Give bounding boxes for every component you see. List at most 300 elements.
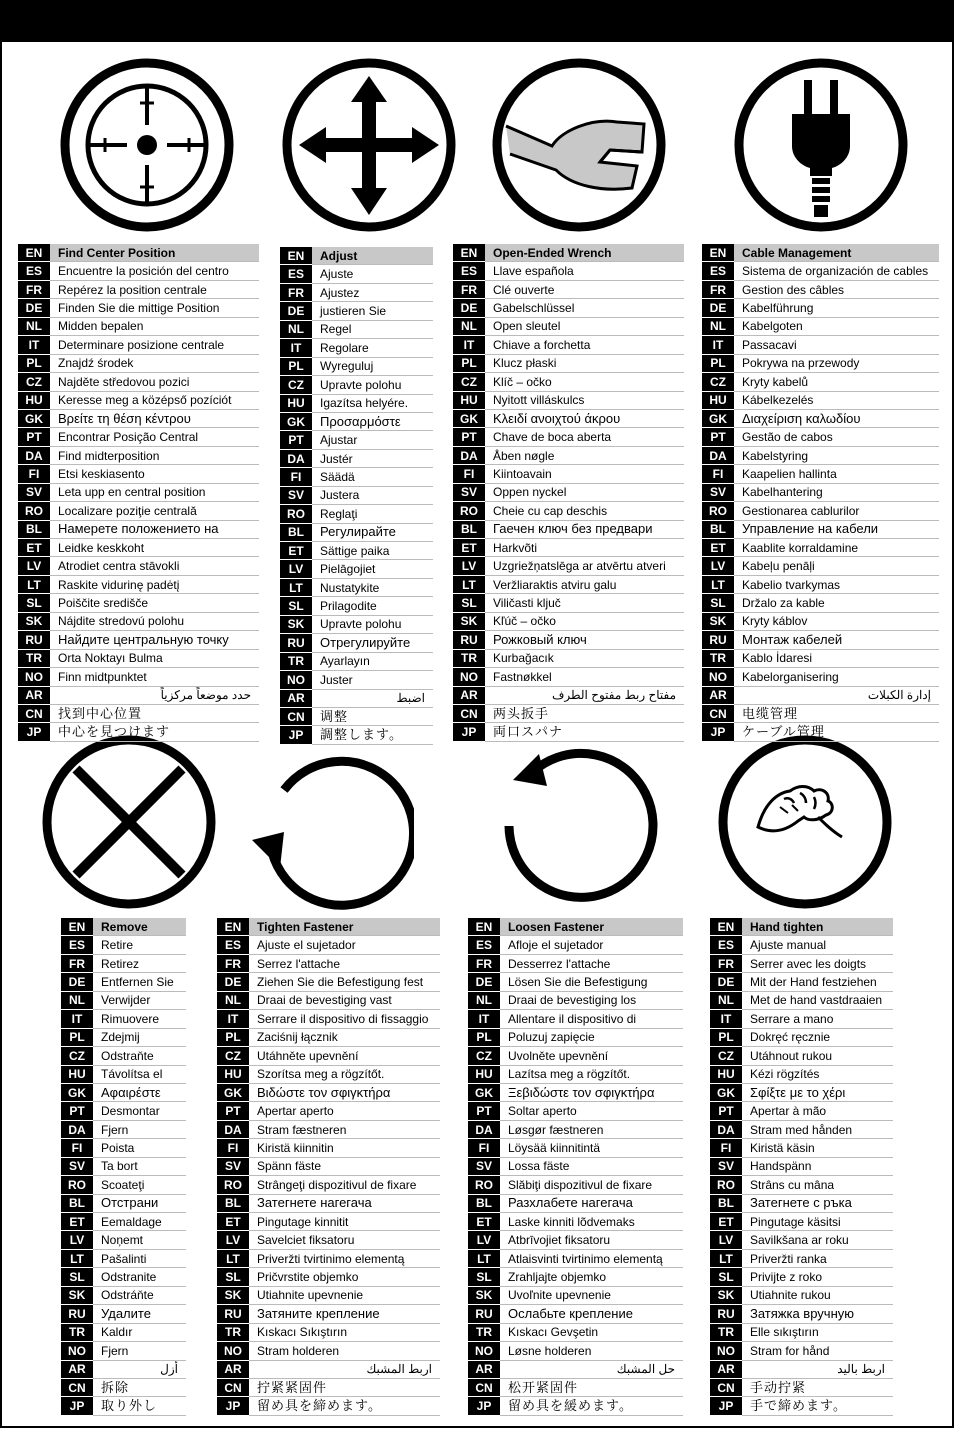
table-row [702,244,939,262]
table-row [217,1268,440,1286]
translation-text: Spänn fäste [249,1157,440,1175]
language-code: JP [280,726,312,744]
language-code: NO [61,1342,93,1360]
translation-text: Entfernen Sie [93,973,186,991]
language-code: TR [702,649,734,667]
translation-text: Hand tighten [742,918,893,936]
language-code: DE [280,302,312,320]
table-row [61,1194,186,1212]
table-row [710,1268,893,1286]
translation-text: Ajuste [312,265,433,283]
language-code: CN [280,707,312,725]
table-row [18,649,259,667]
language-code: RU [710,1305,742,1323]
language-code: HU [702,391,734,409]
language-code: LT [453,575,485,593]
table-open-ended-wrench [453,244,684,742]
table-row [280,247,433,265]
table-row [61,1378,186,1396]
translation-text: Poista [93,1139,186,1157]
translation-text: Determinare posizione centrale [50,336,259,354]
translation-text: Odstráňte [93,1286,186,1304]
language-code: LT [702,575,734,593]
table-row [453,299,684,317]
language-code: AR [710,1360,742,1378]
translation-text: Serrez l'attache [249,954,440,972]
translation-text: Laske kinniti lõdvemaks [500,1213,683,1231]
translation-text: Reglaţi [312,505,433,523]
language-code: SV [710,1157,742,1175]
language-code: JP [453,723,485,741]
table-row [18,594,259,612]
translation-text: Clé ouverte [485,280,684,298]
table-row [468,1286,683,1304]
translation-text: Allentare il dispositivo di [500,1010,683,1028]
table-row [217,1139,440,1157]
language-code: PL [702,354,734,372]
translation-text: Eemaldage [93,1213,186,1231]
language-code: DA [217,1120,249,1138]
table-row [280,431,433,449]
language-code: BL [468,1194,500,1212]
power-plug-icon [734,58,909,233]
language-code: BL [702,520,734,538]
language-code: SK [217,1286,249,1304]
tighten-clockwise-arrow-icon [244,740,414,910]
translation-text: Монтаж кабелей [734,631,939,649]
table-row [468,1157,683,1175]
language-code: AR [280,689,312,707]
translation-text: ケーブル管理 [734,723,939,741]
table-row [710,1360,893,1378]
translation-text: Управление на кабели [734,520,939,538]
translation-text: Pingutage käsitsi [742,1213,893,1231]
table-row [702,409,939,427]
language-code: RO [453,502,485,520]
table-row [468,1268,683,1286]
language-code: RO [468,1176,500,1194]
language-code: SV [61,1157,93,1175]
language-code: PT [468,1102,500,1120]
table-row [468,1047,683,1065]
translation-text: Draai de bevestiging vast [249,991,440,1009]
language-code: HU [61,1065,93,1083]
table-row [453,483,684,501]
translation-text: 两头扳手 [485,704,684,722]
table-row [280,468,433,486]
language-code: ES [18,262,50,280]
table-row [468,1120,683,1138]
table-row [61,1360,186,1378]
language-code: TR [217,1323,249,1341]
translation-text: Upravte polohu [312,376,433,394]
translation-text: Gestão de cabos [734,428,939,446]
language-code: PT [280,431,312,449]
table-row [710,1323,893,1341]
language-code: DE [710,973,742,991]
table-row [453,336,684,354]
language-code: FR [61,954,93,972]
translation-text: 电缆管理 [734,704,939,722]
language-code: TR [18,649,50,667]
language-code: NL [468,991,500,1009]
table-row [61,1323,186,1341]
language-code: SL [61,1268,93,1286]
language-code: CN [61,1378,93,1396]
language-code: FR [453,280,485,298]
language-code: RO [18,502,50,520]
table-row [18,299,259,317]
translation-text: Znajdź środek [50,354,259,372]
language-code: AR [217,1360,249,1378]
language-code: IT [18,336,50,354]
language-code: ET [18,539,50,557]
translation-text: Προσαρμόστε [312,412,433,430]
language-code: JP [702,723,734,741]
language-code: GK [453,409,485,427]
translation-text: Kıskacı Sıkıştırın [249,1323,440,1341]
translation-text: Fjern [93,1120,186,1138]
table-row [217,1323,440,1341]
translation-text: Retirez [93,954,186,972]
language-code: CZ [453,373,485,391]
translation-text: Soltar aperto [500,1102,683,1120]
table-row [61,936,186,954]
table-row [702,299,939,317]
translation-text: Ajustar [312,431,433,449]
language-code: LT [280,578,312,596]
translation-text: 調整します。 [312,726,433,744]
language-code: PT [453,428,485,446]
language-code: ES [217,936,249,954]
table-row [217,1378,440,1396]
language-code: RU [217,1305,249,1323]
language-code: FI [18,465,50,483]
translation-text: Apertar à mão [742,1102,893,1120]
language-code: DE [217,973,249,991]
translation-text: Kabelorganisering [734,668,939,686]
language-code: RU [702,631,734,649]
table-row [702,391,939,409]
table-row [61,1010,186,1028]
table-row [468,1028,683,1046]
language-code: NO [280,671,312,689]
table-row [280,394,433,412]
table-row [710,1378,893,1396]
language-code: DA [710,1120,742,1138]
language-code: NO [710,1342,742,1360]
translation-text: Zrahljajte objemko [500,1268,683,1286]
table-row [453,428,684,446]
language-code: RO [217,1176,249,1194]
translation-text: Encuentre la posición del centro [50,262,259,280]
table-row [453,262,684,280]
translation-text: 拧紧紧固件 [249,1378,440,1396]
language-code: FI [468,1139,500,1157]
table-row [217,1397,440,1415]
translation-text: Затяжка вручную [742,1305,893,1323]
language-code: LV [280,560,312,578]
translation-text: Kurbağacık [485,649,684,667]
table-row [18,520,259,538]
translation-text: Regel [312,320,433,338]
table-row [217,1286,440,1304]
language-code: EN [710,918,742,936]
table-row [453,668,684,686]
language-code: DE [61,973,93,991]
language-code: DE [468,973,500,991]
translation-text: Etsi keskiasento [50,465,259,483]
language-code: AR [702,686,734,704]
table-row [702,649,939,667]
translation-text: Rimuovere [93,1010,186,1028]
table-row [280,320,433,338]
translation-text: Kryty kabelů [734,373,939,391]
table-row [702,539,939,557]
table-row [710,1102,893,1120]
language-code: FI [702,465,734,483]
language-code: NL [710,991,742,1009]
language-code: CZ [18,373,50,391]
translation-text: Utiahnite rukou [742,1286,893,1304]
translation-text: Leidke keskkoht [50,539,259,557]
translation-text: Κλειδί ανοιχτού άκρου [485,409,684,427]
translation-text: 手动拧紧 [742,1378,893,1396]
translation-text: Löysää kiinnitintä [500,1139,683,1157]
table-row [453,704,684,722]
language-code: ET [702,539,734,557]
language-code: PL [18,354,50,372]
translation-text: Stram med hånden [742,1120,893,1138]
translation-text: Strâns cu mâna [742,1176,893,1194]
language-code: PT [61,1102,93,1120]
translation-text: Elle sıkıştırın [742,1323,893,1341]
language-code: DA [702,446,734,464]
table-row [280,412,433,430]
open-ended-wrench-icon [492,58,667,233]
translation-text: Llave española [485,262,684,280]
table-row [710,1249,893,1267]
language-code: CN [217,1378,249,1396]
language-code: TR [61,1323,93,1341]
translation-text: Διαχείριση καλωδίου [734,409,939,427]
language-code: RU [280,634,312,652]
table-row [468,1249,683,1267]
translation-text: Serrare a mano [742,1010,893,1028]
language-code: SL [18,594,50,612]
translation-text: Ξεβιδώστε τον σφιγκτήρα [500,1083,683,1101]
language-code: EN [468,918,500,936]
language-code: NL [61,991,93,1009]
table-row [453,465,684,483]
language-code: RU [453,631,485,649]
language-code: BL [18,520,50,538]
translation-text: Prilagodite [312,597,433,615]
language-code: SK [61,1286,93,1304]
language-code: CN [468,1378,500,1396]
table-row [468,1360,683,1378]
language-code: LV [710,1231,742,1249]
translation-text: Zaciśnij łącznik [249,1028,440,1046]
table-row [217,1213,440,1231]
translation-text: اضبط [312,689,433,707]
language-code: FR [280,283,312,301]
table-row [468,1323,683,1341]
translation-text: Αφαιρέστε [93,1083,186,1101]
language-code: PL [468,1028,500,1046]
table-row [453,557,684,575]
table-row [468,1231,683,1249]
translation-text: justieren Sie [312,302,433,320]
translation-text: Kézi rögzítés [742,1065,893,1083]
language-code: JP [217,1397,249,1415]
language-code: BL [280,523,312,541]
table-row [217,991,440,1009]
table-row [280,357,433,375]
language-code: FI [217,1139,249,1157]
table-row [217,1231,440,1249]
table-row [710,1157,893,1175]
translation-text: Stram for hånd [742,1342,893,1360]
table-row [710,1286,893,1304]
translation-text: Удалите [93,1305,186,1323]
language-code: DE [18,299,50,317]
loosen-counterclockwise-arrow-icon [495,740,665,910]
table-row [217,1010,440,1028]
translation-text: Open-Ended Wrench [485,244,684,262]
table-row [702,686,939,704]
translation-text: Uvoľnite upevnenie [500,1286,683,1304]
language-code: NL [18,317,50,335]
language-code: DA [18,446,50,464]
translation-text: Finden Sie die mittige Position [50,299,259,317]
language-code: DA [280,449,312,467]
translation-text: Nájdite stredovú polohu [50,612,259,630]
translation-text: Cable Management [734,244,939,262]
translation-text: 留め具を緩めます。 [500,1397,683,1415]
table-row [217,1102,440,1120]
language-code: TR [280,652,312,670]
table-row [453,502,684,520]
hand-tighten-icon [718,735,893,910]
translation-text: Затяните крепление [249,1305,440,1323]
language-code: DA [468,1120,500,1138]
table-row [710,1305,893,1323]
translation-text: 中心を見つけます [50,723,259,741]
translation-text: Dokręć ręcznie [742,1028,893,1046]
translation-text: Ослабьте крепление [500,1305,683,1323]
language-code: IT [710,1010,742,1028]
translation-text: Fastnøkkel [485,668,684,686]
language-code: IT [217,1010,249,1028]
language-code: CN [702,704,734,722]
language-code: PL [217,1028,249,1046]
translation-text: حل المشبك [500,1360,683,1378]
language-code: ET [710,1213,742,1231]
table-row [280,707,433,725]
language-code: PT [217,1102,249,1120]
language-code: DE [702,299,734,317]
language-code: LT [18,575,50,593]
language-code: RU [468,1305,500,1323]
table-row [453,649,684,667]
translation-text: Loosen Fastener [500,918,683,936]
language-code: RU [61,1305,93,1323]
language-code: BL [453,520,485,538]
language-code: DA [453,446,485,464]
table-row [468,1378,683,1396]
translation-text: Kiristä kiinnitin [249,1139,440,1157]
translation-text: Odstraňte [93,1047,186,1065]
table-row [18,354,259,372]
table-row [702,502,939,520]
language-code: HU [280,394,312,412]
language-code: NO [468,1342,500,1360]
language-code: HU [18,391,50,409]
table-row [710,1213,893,1231]
translation-text: 调整 [312,707,433,725]
translation-text: Apertar aperto [249,1102,440,1120]
language-code: CZ [217,1047,249,1065]
language-code: AR [453,686,485,704]
table-row [453,594,684,612]
translation-text: Atbrīvojiet fiksatoru [500,1231,683,1249]
translation-text: Repérez la position centrale [50,280,259,298]
table-row [280,449,433,467]
language-code: EN [280,247,312,265]
table-row [217,1194,440,1212]
translation-text: Odstranite [93,1268,186,1286]
table-row [702,594,939,612]
translation-text: Pielāgojiet [312,560,433,578]
table-row [710,1342,893,1360]
translation-text: Løsgør fæstneren [500,1120,683,1138]
translation-text: Remove [93,918,186,936]
translation-text: Kıskacı Gevşetin [500,1323,683,1341]
translation-text: Chave de boca aberta [485,428,684,446]
table-row [710,936,893,954]
table-row [710,1139,893,1157]
language-code: BL [710,1194,742,1212]
translation-text: Säädä [312,468,433,486]
translation-text: 両口スパナ [485,723,684,741]
table-row [61,1305,186,1323]
language-code: CN [710,1378,742,1396]
language-code: NO [217,1342,249,1360]
table-row [702,262,939,280]
translation-text: Privijte z roko [742,1268,893,1286]
translation-text: Zdejmij [93,1028,186,1046]
translation-text: Utáhnout rukou [742,1047,893,1065]
table-row [280,376,433,394]
translation-text: Atlaisvinti tvirtinimo elementą [500,1249,683,1267]
language-code: RU [18,631,50,649]
table-row [18,280,259,298]
table-remove [61,918,186,1416]
table-row [18,612,259,630]
table-row [453,391,684,409]
language-code: IT [61,1010,93,1028]
language-code: SL [710,1268,742,1286]
translation-text: Wyreguluj [312,357,433,375]
translation-text: Kaldır [93,1323,186,1341]
table-row [217,1249,440,1267]
translation-text: Ayarlayın [312,652,433,670]
translation-text: حدد موضعاً مركزياً [50,686,259,704]
table-row [468,918,683,936]
language-code: DE [453,299,485,317]
translation-text: Ajuste manual [742,936,893,954]
